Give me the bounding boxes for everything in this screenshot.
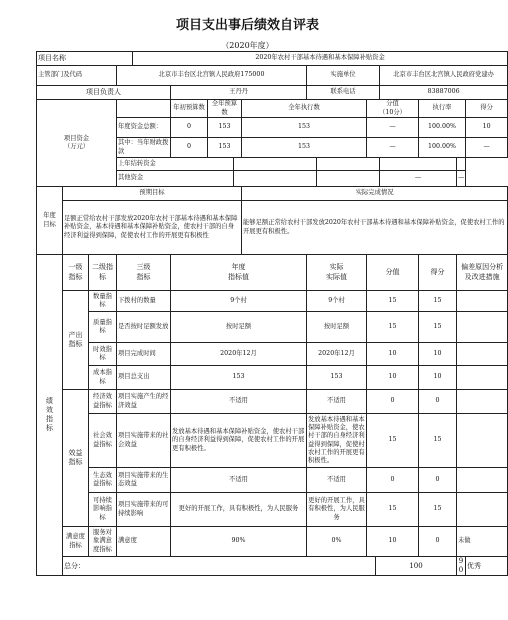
header-initial-budget: [171, 100, 208, 118]
header-annual-budget-text: 全年预算数: [211, 100, 238, 116]
header-executed: 全年执行数: [242, 100, 367, 118]
header-actual-text: 实际 实际值: [326, 263, 347, 281]
header-actual: [307, 255, 367, 291]
impl-label: 实施单位: [307, 66, 380, 86]
indicator-note: [457, 493, 508, 527]
indicator-target: 153: [171, 366, 307, 390]
funds-annual: 153: [208, 138, 242, 158]
funds-blank-header: [117, 100, 171, 118]
indicator-row: [37, 390, 508, 414]
indicator-name: 下拨村的数量: [117, 291, 171, 312]
total-row: [37, 557, 508, 576]
indicator-row: [37, 414, 508, 468]
header-level1: [63, 255, 89, 291]
indicator-value: 0: [367, 468, 419, 493]
goals-label: [37, 187, 63, 255]
indicator-row: [37, 366, 508, 390]
goals-expected-header: 预期目标: [63, 187, 242, 201]
dept-label: 主管部门及代码: [37, 66, 117, 86]
satisfaction-value: 10: [367, 527, 419, 557]
indicator-name: 项目总支出: [117, 366, 171, 390]
indicator-name: 项目实施产生的经济效益: [117, 390, 171, 414]
indicator-value: 15: [367, 291, 419, 312]
indicator-sub: 可持续影响指标: [89, 493, 117, 527]
indicator-name: 项目实施带来的可持续影响: [117, 493, 171, 527]
indicator-row: [37, 493, 508, 527]
funds-header-row: [37, 100, 508, 118]
indicator-note: [457, 468, 508, 493]
indicator-score: 15: [419, 312, 457, 343]
funds-rate: —: [380, 171, 457, 187]
indicator-note: [457, 343, 508, 366]
funds-score-value: —: [367, 138, 419, 158]
indicator-note: [457, 390, 508, 414]
indicator-name: 项目实施带来的社会效益: [117, 414, 171, 468]
funds-rate: 100.00%: [419, 138, 466, 158]
indicator-score: 15: [419, 493, 457, 527]
total-value: 100: [376, 557, 457, 576]
funds-rate: [380, 158, 457, 171]
satisfaction-note: 未做: [457, 527, 508, 557]
leader-row: [37, 86, 508, 100]
indicators-header-row: [37, 255, 508, 291]
satisfaction-actual: 0%: [307, 527, 367, 557]
indicator-target: 2020年12月: [171, 343, 307, 366]
indicator-target: 9个村: [171, 291, 307, 312]
funds-initial: 0: [171, 118, 208, 138]
header-score-value: [367, 100, 419, 118]
page-title: 项目支出事后绩效自评表: [175, 18, 319, 33]
header-note: [457, 255, 508, 291]
indicator-actual: 按时足额: [307, 312, 367, 343]
indicator-target: 发放基本待遇和基本保障补贴资金，使农村干部的自身经济利益得到保障，促使农村工作的开展更有积极性。: [171, 414, 307, 468]
leader-value: 王丹丹: [171, 86, 307, 100]
indicator-actual: 发放基本待遇和基本保障补贴资金，使农村干部的自身经济利益得到保障，促使村农村工作的开展更有积极性。: [307, 414, 367, 468]
indicator-sub: 社会效益指标: [89, 414, 117, 468]
funds-rate: 100.00%: [419, 118, 466, 138]
indicator-note: [457, 414, 508, 468]
total-label: 总分：: [63, 557, 376, 576]
indicator-value: 15: [367, 493, 419, 527]
indicator-value: 0: [367, 390, 419, 414]
indicator-score: 10: [419, 343, 457, 366]
indicator-row: [37, 291, 508, 312]
indicators-label-text: 绩 效 指 标: [46, 396, 53, 433]
header-level2: [89, 255, 117, 291]
indicator-score: 15: [419, 291, 457, 312]
indicator-note: [457, 312, 508, 343]
project-name-value: 2020年农村干部基本待遇和基本保障补贴资金: [133, 52, 508, 66]
goals-header-row: [37, 187, 508, 201]
indicator-row: [37, 312, 508, 343]
funds-label: [37, 100, 117, 187]
goals-actual: 能够足额正常给农村干部发放2020年农村干部基本待遇和基本保障补贴资金，促使农村工作的开展更有积极性。: [242, 201, 508, 255]
goals-actual-header: 实际完成情况: [242, 187, 508, 201]
funds-executed: 153: [242, 118, 367, 138]
satisfaction-name: 满意度: [117, 527, 171, 557]
funds-score: —: [466, 138, 508, 158]
satisfaction-sub: 服务对象满意度指标: [89, 527, 117, 557]
header-note-text: 偏差原因分析 及改进措施: [461, 263, 504, 281]
satisfaction-score: 0: [419, 527, 457, 557]
funds-score: [457, 158, 466, 171]
funds-row-name: 其中：当年财政拨款: [117, 138, 171, 158]
indicator-target: 不适用: [171, 390, 307, 414]
indicator-sub: 时效指标: [89, 343, 117, 366]
header-annual-budget: [208, 100, 242, 118]
indicator-actual: 不适用: [307, 468, 367, 493]
funds-initial: 0: [171, 138, 208, 158]
indicator-note: [457, 291, 508, 312]
indicator-target: 不适用: [171, 468, 307, 493]
indicator-sub: 经济效益指标: [89, 390, 117, 414]
indicator-name: 项目完成时间: [117, 343, 171, 366]
indicator-sub: 数量指标: [89, 291, 117, 312]
indicator-score: 10: [419, 366, 457, 390]
funds-label-text: 项目资金 （万元）: [63, 134, 90, 150]
indicator-score: 15: [419, 414, 457, 468]
satisfaction-row: [37, 527, 508, 557]
dept-value: 北京市丰台区北宫镇人民政府175000: [117, 66, 307, 86]
goals-label-text: 年度 目标: [43, 212, 56, 228]
indicator-target: 按时足额: [171, 312, 307, 343]
indicator-row: [37, 343, 508, 366]
satisfaction-label: [63, 527, 89, 557]
phone-label: 联系电话: [307, 86, 380, 100]
project-name-row: [37, 52, 508, 66]
funds-row-name: 其他资金: [117, 171, 234, 187]
header-score: 得分: [419, 255, 457, 291]
indicator-value: 10: [367, 343, 419, 366]
indicators-label: [37, 255, 63, 576]
indicator-actual: 不适用: [307, 390, 367, 414]
indicator-actual: 9个村: [307, 291, 367, 312]
report-year: （2020年度）: [221, 41, 274, 50]
funds-executed: 153: [242, 138, 367, 158]
indicator-score: 0: [419, 468, 457, 493]
funds-score: —: [457, 171, 466, 187]
header-initial-budget-text: 年初预算数: [173, 104, 205, 112]
indicator-target: 更好的开展工作，具有积极性，为人民服务: [171, 493, 307, 527]
output-label: [63, 291, 89, 390]
funds-score: 10: [466, 118, 508, 138]
header-level1-text: 一级 指标: [68, 263, 83, 281]
output-label-text: 产出 指标: [68, 330, 83, 348]
phone-value: 83887006: [380, 86, 508, 100]
satisfaction-label-text: 满意度 指标: [66, 533, 85, 549]
indicator-name: 是否按时足额发放: [117, 312, 171, 343]
indicator-actual: 2020年12月: [307, 343, 367, 366]
funds-annual: 153: [208, 118, 242, 138]
header-score-value-text: 分值 （10分）: [379, 100, 406, 116]
header-value: 分值: [367, 255, 419, 291]
indicator-actual: 更好的开展工作，具有积极性，为人民服务: [307, 493, 367, 527]
impl-value: 北京市丰台区北宫镇人民政府党建办: [380, 66, 508, 86]
indicator-sub: 生态效益指标: [89, 468, 117, 493]
funds-score-value: [317, 171, 380, 187]
header-target: [171, 255, 307, 291]
indicator-name: 项目实施带来的生态效益: [117, 468, 171, 493]
funds-executed: [234, 171, 317, 187]
goals-content-row: [37, 201, 508, 255]
header-target-text: 年度 指标值: [228, 263, 249, 281]
indicator-value: 15: [367, 414, 419, 468]
indicator-value: 15: [367, 312, 419, 343]
header-level3: [117, 255, 171, 291]
satisfaction-target: 90%: [171, 527, 307, 557]
goals-expected: 足额正常给农村干部发放2020年农村干部基本待遇和基本保障补贴资金，基本待遇和基本保障补贴资金，使农村干部的自身经济利益得到保障，促使农村工作的开展更有积极性: [63, 201, 242, 255]
indicator-score: 0: [419, 390, 457, 414]
header-level3-text: 三级 指标: [136, 263, 151, 281]
funds-executed: [234, 158, 317, 171]
indicator-actual: 153: [307, 366, 367, 390]
benefit-label-text: 效益 指标: [68, 448, 83, 466]
dept-row: [37, 66, 508, 86]
evaluation-table: [36, 51, 508, 576]
funds-score-value: —: [367, 118, 419, 138]
funds-row-name: 上年结转资金: [117, 158, 234, 171]
benefit-label: [63, 390, 89, 527]
indicator-value: 10: [367, 366, 419, 390]
indicator-row: [37, 468, 508, 493]
funds-row-name: 年度资金总额：: [117, 118, 171, 138]
leader-label: 项目负责人: [37, 86, 171, 100]
total-grade: 优秀: [466, 557, 508, 576]
indicator-note: [457, 366, 508, 390]
header-rate: 执行率: [419, 100, 466, 118]
project-name-label: 项目名称: [37, 52, 133, 66]
header-score: 得分: [466, 100, 508, 118]
indicator-sub: 成本指标: [89, 366, 117, 390]
indicator-sub: 质量指标: [89, 312, 117, 343]
funds-score-value: [317, 158, 380, 171]
header-level2-text: 二级指 标: [92, 263, 113, 281]
total-score: 90: [457, 557, 466, 576]
